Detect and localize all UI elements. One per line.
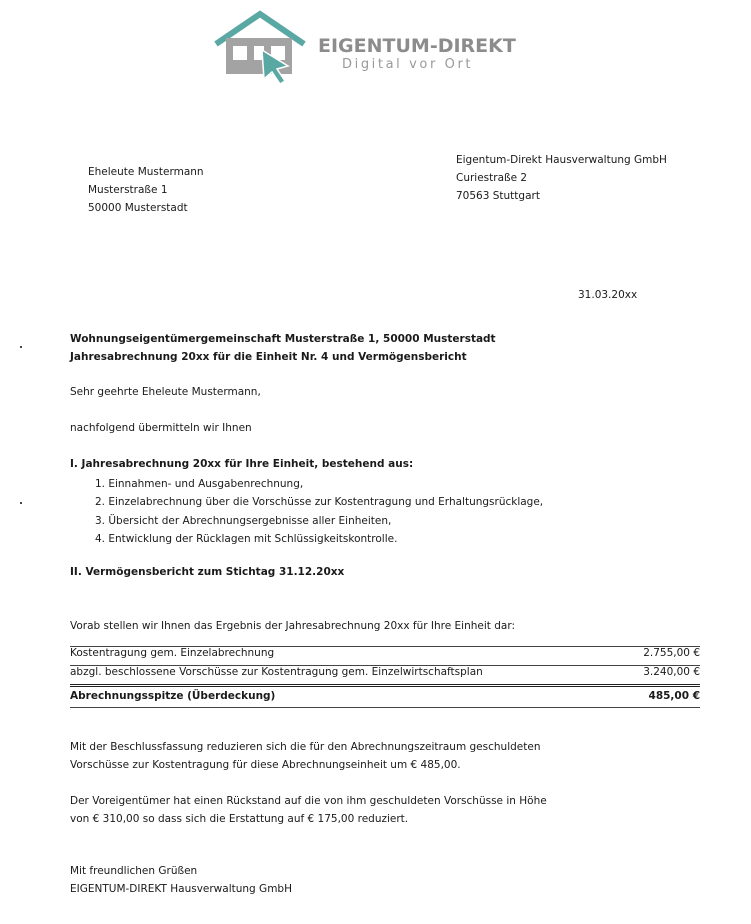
sender-address <box>456 151 667 205</box>
row-amount: 2.755,00 € <box>643 647 700 659</box>
table-total-row <box>70 690 700 708</box>
punch-mark <box>20 502 22 504</box>
paragraph-arrears <box>70 792 547 828</box>
row-amount: 3.240,00 € <box>643 666 700 678</box>
company-logo <box>212 8 532 88</box>
list-item: 2. Einzelabrechnung über die Vorschüsse zur Kostentragung und Erhaltungsrücklage, <box>95 496 544 509</box>
paragraph-line: Der Voreigentümer hat einen Rückstand auf die von ihm geschuldeten Vorschüsse in Höhe <box>70 795 547 807</box>
result-intro: Vorab stellen wir Ihnen das Ergebnis der Jahresabrechnung 20xx für Ihre Einheit dar: <box>70 620 515 632</box>
subject-line-1: Wohnungseigentümergemeinschaft Musterstraße 1, 50000 Musterstadt <box>70 333 496 345</box>
paragraph-line: Mit der Beschlussfassung reduzieren sich die für den Abrechnungszeitraum geschuldeten <box>70 741 541 753</box>
section-1-list <box>95 475 543 548</box>
row-label: abzgl. beschlossene Vorschüsse zur Kostentragung gem. Einzelwirtschaftsplan <box>70 666 483 678</box>
closing-company: EIGENTUM-DIREKT Hausverwaltung GmbH <box>70 883 292 895</box>
row-label: Kostentragung gem. Einzelabrechnung <box>70 647 275 659</box>
sender-street: Curiestraße 2 <box>456 172 528 184</box>
intro-text: nachfolgend übermitteln wir Ihnen <box>70 422 252 434</box>
recipient-street: Musterstraße 1 <box>88 184 168 196</box>
list-item: 4. Entwicklung der Rücklagen mit Schlüssigkeitskontrolle. <box>95 532 398 545</box>
letter-date: 31.03.20xx <box>578 289 638 301</box>
table-bottom-rule <box>70 707 700 708</box>
table-row <box>70 666 700 684</box>
subject-line-2: Jahresabrechnung 20xx für die Einheit Nr. 4 und Vermögensbericht <box>70 351 467 363</box>
closing-greeting: Mit freundlichen Grüßen <box>70 865 198 877</box>
sender-city: 70563 Stuttgart <box>456 190 540 202</box>
list-item: 1. Einnahmen- und Ausgabenrechnung, <box>95 478 304 490</box>
list-item: 3. Übersicht der Abrechnungsergebnisse aller Einheiten, <box>95 514 392 527</box>
paragraph-reduction <box>70 738 540 774</box>
section-1-heading: I. Jahresabrechnung 20xx für Ihre Einheit, bestehend aus: <box>70 458 414 470</box>
recipient-address <box>88 163 204 217</box>
recipient-city: 50000 Musterstadt <box>88 202 188 214</box>
table-total-rule <box>70 684 700 687</box>
table-row <box>70 647 700 665</box>
total-label: Abrechnungsspitze (Überdeckung) <box>70 690 276 702</box>
closing <box>70 862 292 898</box>
subject <box>70 330 496 366</box>
logo-tagline: Digital vor Ort <box>342 57 474 72</box>
recipient-name: Eheleute Mustermann <box>88 166 204 178</box>
total-amount: 485,00 € <box>648 690 700 702</box>
sender-company: Eigentum-Direkt Hausverwaltung GmbH <box>456 154 667 166</box>
logo-name: EIGENTUM-DIREKT <box>318 35 516 57</box>
salutation: Sehr geehrte Eheleute Mustermann, <box>70 386 261 398</box>
paragraph-line: von € 310,00 so dass sich die Erstattung auf € 175,00 reduziert. <box>70 813 409 825</box>
paragraph-line: Vorschüsse zur Kostentragung für diese Abrechnungseinheit um € 485,00. <box>70 759 461 771</box>
section-2-heading: II. Vermögensbericht zum Stichtag 31.12.20xx <box>70 566 345 578</box>
fold-mark <box>20 346 22 348</box>
